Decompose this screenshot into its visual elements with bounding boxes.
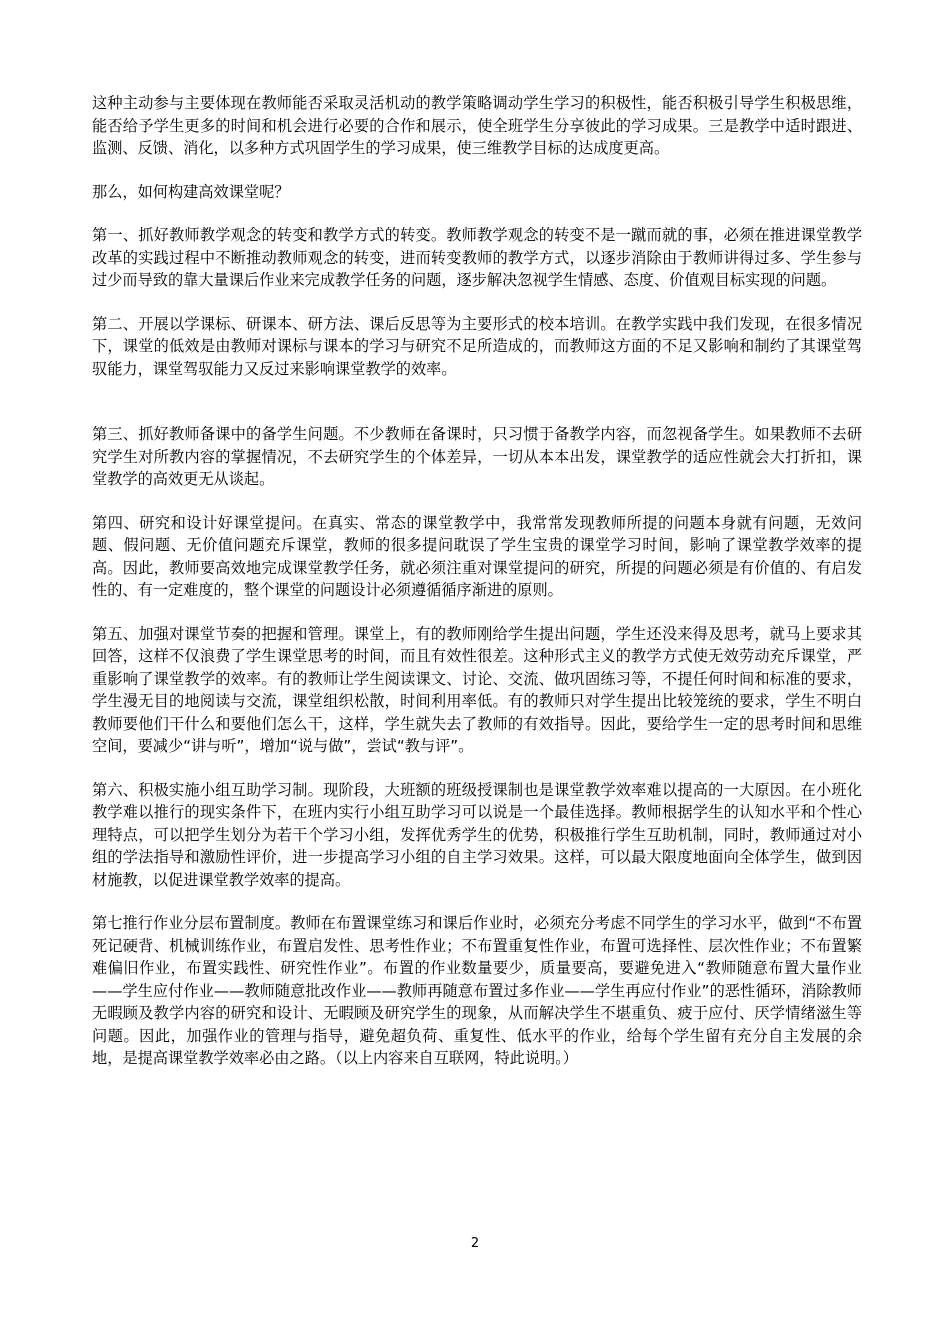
paragraph-point-4: 第四、研究和设计好课堂提问。在真实、常态的课堂教学中，我常常发现教师所提的问题本身就有问题，无效问题、假问题、无价值问题充斥课堂，教师的很多提问耽误了学生宝贵的课堂学习时间，影响了课堂教学效率的提高。因此，教师要高效地完成课堂教学任务，就必须注重对课堂提问的研究，所提的问题必须是有价值的、有启发性的、有一定难度的，整个课堂的问题设计必须遵循循序渐进的原则。 bbox=[92, 513, 862, 599]
paragraph-point-1: 第一、抓好教师教学观念的转变和教学方式的转变。教师教学观念的转变不是一蹴而就的事，必须在推进课堂教学改革的实践过程中不断推动教师观念的转变，进而转变教师的教学方式，以逐步消除由于教师讲得过多、学生参与过少而导致的靠大量课后作业来完成教学任务的问题，逐步解决忽视学生情感、态度、价值观目标实现的问题。 bbox=[92, 226, 862, 289]
paragraph-point-2: 第二、开展以学课标、研课本、研方法、课后反思等为主要形式的校本培训。在教学实践中我们发现，在很多情况下，课堂的低效是由教师对课标与课本的学习与研究不足所造成的，而教师这方面的不足又影响和制约了其课堂驾驭能力，课堂驾驭能力又反过来影响课堂教学的效率。 bbox=[92, 314, 862, 378]
paragraph-intro: 这种主动参与主要体现在教师能否采取灵活机动的教学策略调动学生学习的积极性，能否积极引导学生积极思维，能否给予学生更多的时间和机会进行必要的合作和展示，使全班学生分享彼此的学习成果。三是教学中适时跟进、监测、反馈、消化，以多种方式巩固学生的学习成果，使三维教学目标的达成度更高。 bbox=[92, 94, 862, 157]
paragraph-point-6: 第六、积极实施小组互助学习制。现阶段，大班额的班级授课制也是课堂教学效率难以提高的一大原因。在小班化教学难以推行的现实条件下，在班内实行小组互助学习可以说是一个最佳选择。教师根据学生的认知水平和个性心理特点，可以把学生划分为若干个学习小组，发挥优秀学生的优势，积极推行学生互助机制，同时，教师通过对小组的学法指导和激励性评价，进一步提高学习小组的自主学习效果。这样，可以最大限度地面向全体学生，做到因材施教，以促进课堂教学效率的提高。 bbox=[92, 780, 862, 889]
paragraph-point-7: 第七推行作业分层布置制度。教师在布置课堂练习和课后作业时，必须充分考虑不同学生的学习水平，做到“不布置死记硬背、机械训练作业，布置启发性、思考性作业；不布置重复性作业，布置可选择性、层次性作业；不布置繁难偏旧作业，布置实践性、研究性作业”。布置的作业数量要少，质量要高，要避免进入“教师随意布置大量作业——学生应付作业——教师随意批改作业——教师再随意布置过多作业——学生再应付作业”的恶性循环，消除教师无暇顾及教学内容的研究和设计、无暇顾及研究学生的现象，从而解决学生不堪重负、疲于应付、厌学情绪滋生等问题。因此，加强作业的管理与指导，避免超负荷、重复性、低水平的作业，给每个学生留有充分自主发展的余地，是提高课堂教学效率必由之路。（以上内容来自互联网，特此说明。） bbox=[92, 914, 862, 1067]
paragraph-point-3: 第三、抓好教师备课中的备学生问题。不少教师在备课时，只习惯于备教学内容，而忽视备学生。如果教师不去研究学生对所教内容的掌握情况，不去研究学生的个体差异，一切从本本出发，课堂教学的适应性就会大打折扣，课堂教学的高效更无从谈起。 bbox=[92, 425, 862, 488]
paragraph-point-5: 第五、加强对课堂节奏的把握和管理。课堂上，有的教师刚给学生提出问题，学生还没来得及思考，就马上要求其回答，这样不仅浪费了学生课堂思考的时间，而且有效性很差。这种形式主义的教学方式使无效劳动充斥课堂，严重影响了课堂教学的效率。有的教师让学生阅读课文、讨论、交流、做巩固练习等，不提任何时间和标准的要求，学生漫无目的地阅读与交流，课堂组织松散，时间利用率低。有的教师只对学生提出比较笼统的要求，学生不明白教师要他们干什么和要他们怎么干，这样，学生就失去了教师的有效指导。因此，要给学生一定的思考时间和思维空间，要减少“讲与听”，增加“说与做”，尝试“教与评”。 bbox=[92, 624, 862, 755]
document-body bbox=[92, 92, 862, 1091]
paragraph-question: 那么，如何构建高效课堂呢？ bbox=[92, 182, 290, 201]
page-number: 2 bbox=[470, 1236, 480, 1251]
